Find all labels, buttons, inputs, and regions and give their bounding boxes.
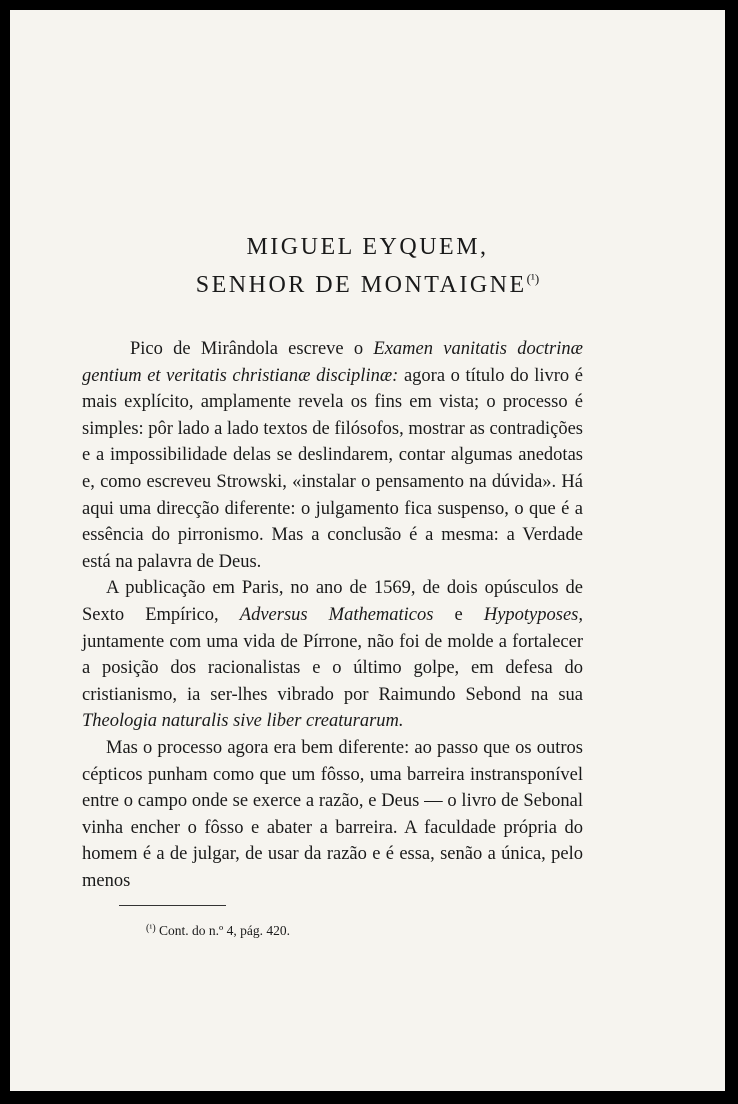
- page: [10, 10, 725, 1091]
- paragraph-2-italic-title: Theologia naturalis sive liber creaturarum.: [82, 711, 404, 732]
- title-footnote-reference[interactable]: (¹): [526, 271, 540, 286]
- paragraph-2-text: juntamente com uma vida de Pírrone, não foi de molde a fortalecer a posição dos racionalistas e o último golpe, em defesa do cristianismo, ia ser-lhes vibrado por Raimundo Sebond na sua: [82, 631, 583, 705]
- footnote-text: Cont. do n.º 4, pág. 420.: [159, 923, 290, 938]
- title-line-1-text: MIGUEL EYQUEM,: [246, 234, 489, 260]
- paragraph-3: [82, 735, 583, 895]
- paragraph-1-italic-title: Examen vanitatis doctrinæ gentium et veritatis christianæ disciplinæ:: [82, 339, 583, 386]
- paragraph-1-text: Pico de Mirândola escreve o: [130, 339, 374, 359]
- footnote-mark: (¹): [146, 923, 156, 934]
- paragraph-2-text: e: [433, 604, 484, 625]
- body-text: [82, 336, 583, 894]
- footnote-divider: [119, 905, 226, 906]
- paragraph-1: [82, 336, 583, 575]
- paragraph-2-italic-title: Hypotyposes,: [483, 604, 584, 625]
- paragraph-2: [82, 575, 583, 735]
- title-line-1: [10, 234, 725, 261]
- paragraph-3-text: Mas o processo agora era bem diferente: ao passo que os outros cépticos punham como que um fôsso, uma barreira instransponível entre o campo onde se exerce a razão, e Deus — o livro de Sebonal vinha encher o fôsso e abater a barreira. A faculdade própria do homem é a de julgar, de usar da razão e é essa, senão a única, pelo menos: [82, 737, 583, 891]
- footnote: [146, 923, 290, 939]
- title-line-2-text: SENHOR DE MONTAIGNE: [195, 272, 527, 298]
- title-line-2: [10, 272, 725, 299]
- paragraph-2-text: A publicação em Paris, no ano de 1569, de dois opúsculos de Sexto Empírico,: [82, 578, 583, 625]
- paragraph-2-italic-title: Adversus Mathematicos: [239, 604, 434, 625]
- paragraph-1-text: agora o título do livro é mais explícito, amplamente revela os fins em vista; o processo é simples: pôr lado a lado textos de filósofos, mostrar as contradições e a impossibilidade delas se deslindarem, contar algumas anedotas e, como escreveu Strowski, «instalar o pensamento na dúvida». Há aqui uma direcção diferente: o julgamento fica suspenso, o que é a essência do pirronismo. Mas a conclusão é a mesma: a Verdade está na palavra de Deus.: [82, 365, 583, 572]
